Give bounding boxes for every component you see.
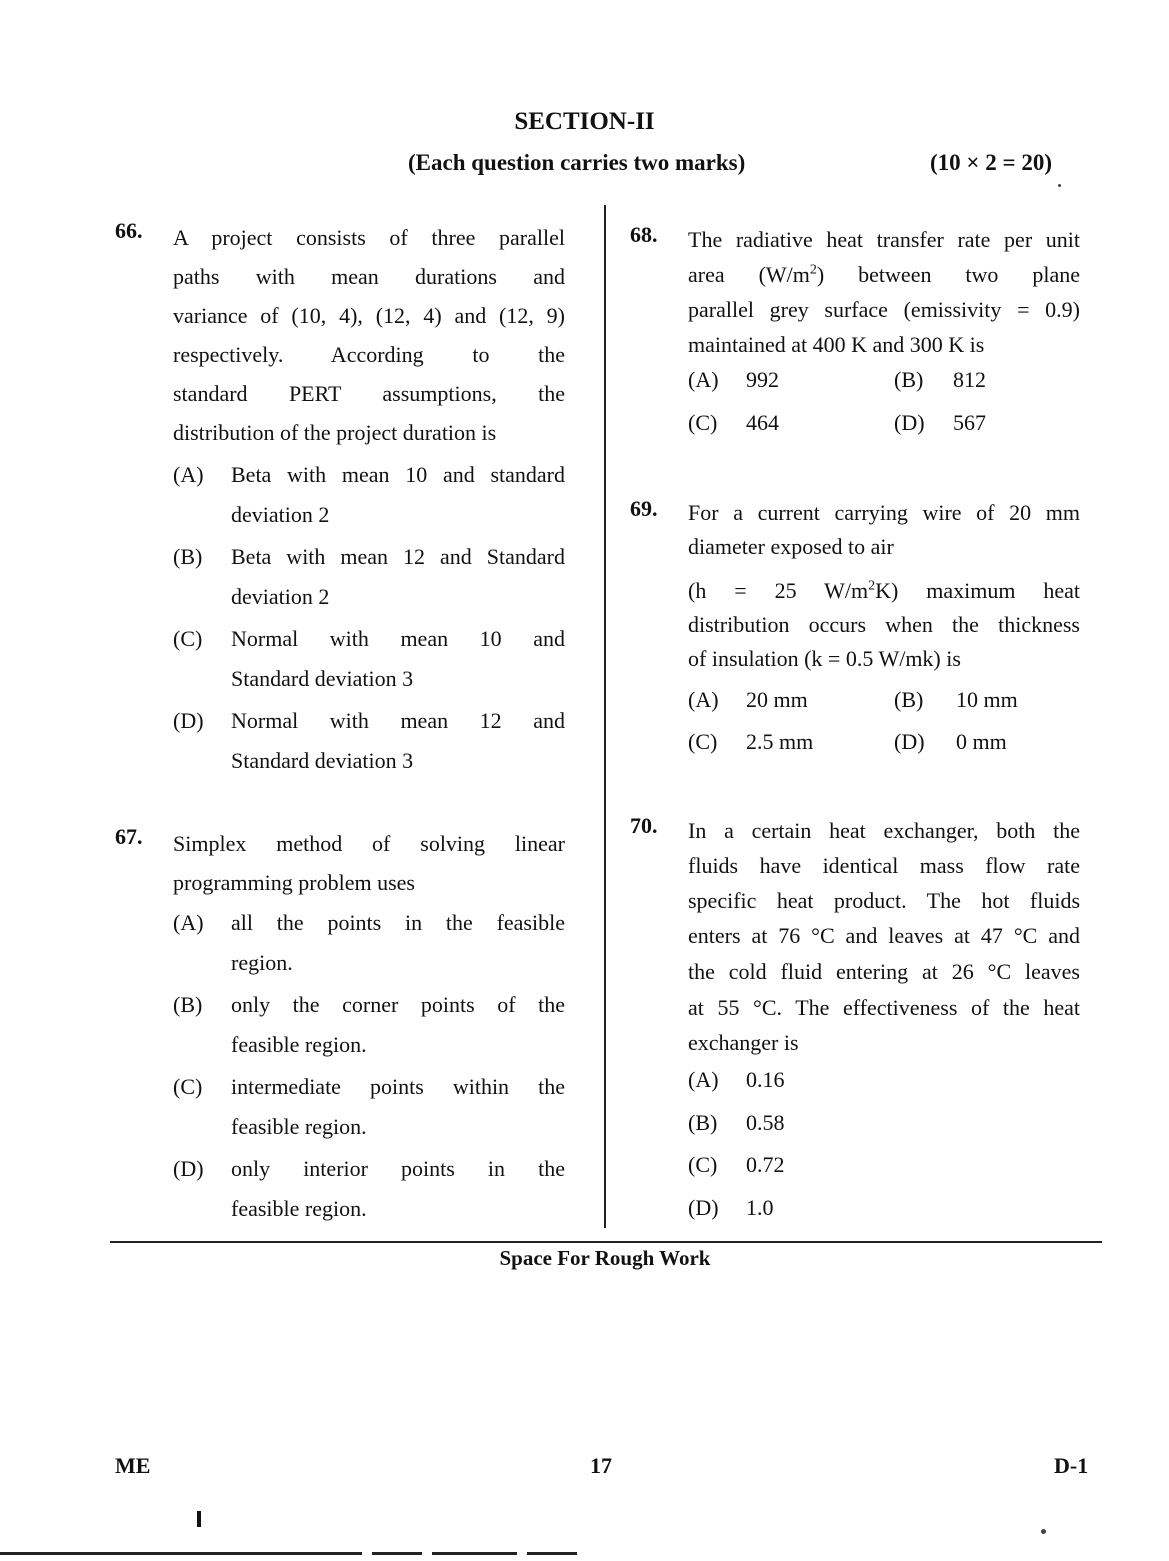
scan-edge-line	[0, 1552, 362, 1555]
option-67-b[interactable]: (B) only the corner points of the feasible region.	[173, 992, 565, 1057]
question-text: A project consists of three parallel paths with mean durations and variance of (10, 4), (12, 4) and (12, 9) respectively. According to the standard PERT assumptions, the distribution of the project duration is	[173, 225, 565, 445]
option-67-c[interactable]: (C) intermediate points within the feasible region.	[173, 1074, 565, 1139]
question-text: The radiative heat transfer rate per unit area $(W/m^2)$ between two plane parallel grey surface (emissivity = 0.9) maintained at 400 K and 300 K is	[688, 227, 1080, 357]
option-66-d[interactable]: (D) Normal with mean 12 and Standard deviation 3	[173, 708, 565, 773]
column-divider	[604, 205, 606, 1228]
option-70-d[interactable]: (D) 1.0	[688, 1195, 774, 1220]
option-66-c[interactable]: (C) Normal with mean 10 and Standard deviation 3	[173, 626, 565, 691]
option-69-b[interactable]: (B) 10 mm	[894, 687, 1018, 712]
scan-edge-line	[527, 1552, 577, 1555]
scan-mark	[197, 1511, 201, 1527]
question-text: Simplex method of solving linear programming problem uses	[173, 831, 565, 895]
question-67	[115, 824, 567, 904]
question-number: 67.	[115, 824, 143, 849]
footer-page-number: 17	[590, 1453, 612, 1478]
section-title: SECTION-II	[514, 108, 655, 135]
question-68	[630, 222, 1082, 362]
option-67-a[interactable]: (A) all the points in the feasible region.	[173, 910, 565, 975]
option-68-c[interactable]: (C) 464	[688, 410, 779, 435]
scan-speck	[1041, 1529, 1046, 1534]
option-66-a[interactable]: (A) Beta with mean 10 and standard deviation 2	[173, 462, 565, 527]
scan-edge-line	[432, 1552, 517, 1555]
option-67-d[interactable]: (D) only interior points in the feasible region.	[173, 1156, 565, 1221]
option-69-a[interactable]: (A) 20 mm	[688, 687, 808, 712]
option-68-b[interactable]: (B) 812	[894, 367, 986, 392]
marks-note: (Each question carries two marks)	[408, 150, 746, 175]
question-number: 69.	[630, 496, 658, 521]
question-70	[630, 813, 1082, 1063]
question-text: In a certain heat exchanger, both the fluids have identical mass flow rate specific heat product. The hot fluids enters at 76 °C and leaves at 47 °C and the cold fluid entering at 26 °C leaves at 55 °C. The effectiveness of the heat exchanger is	[688, 818, 1080, 1055]
option-70-b[interactable]: (B) 0.58	[688, 1110, 785, 1135]
question-number: 68.	[630, 222, 658, 247]
option-70-a[interactable]: (A) 0.16	[688, 1067, 785, 1092]
footer-subject-code: ME	[115, 1453, 151, 1478]
scan-edge-line	[372, 1552, 422, 1555]
option-68-a[interactable]: (A) 992	[688, 367, 779, 392]
rough-work-divider	[110, 1241, 1102, 1243]
question-number: 66.	[115, 218, 143, 243]
scan-speck	[1058, 184, 1061, 187]
question-text: For a current carrying wire of 20 mm diameter exposed to air (h = 25 $W/m^2K$) maximum heat distribution occurs when the thickness of insulation (k = 0.5 W/mk) is	[688, 500, 1081, 671]
option-69-d[interactable]: (D) 0 mm	[894, 729, 1007, 754]
question-69	[630, 496, 1082, 676]
question-number: 70.	[630, 813, 658, 838]
footer-booklet-code: D-1	[1054, 1453, 1089, 1478]
rough-work-heading: Space For Rough Work	[499, 1246, 711, 1270]
option-68-d[interactable]: (D) 567	[894, 410, 986, 435]
marks-total: (10 × 2 = 20)	[930, 150, 1053, 175]
option-69-c[interactable]: (C) 2.5 mm	[688, 729, 814, 754]
option-70-c[interactable]: (C) 0.72	[688, 1152, 785, 1177]
option-66-b[interactable]: (B) Beta with mean 12 and Standard deviation 2	[173, 544, 565, 609]
